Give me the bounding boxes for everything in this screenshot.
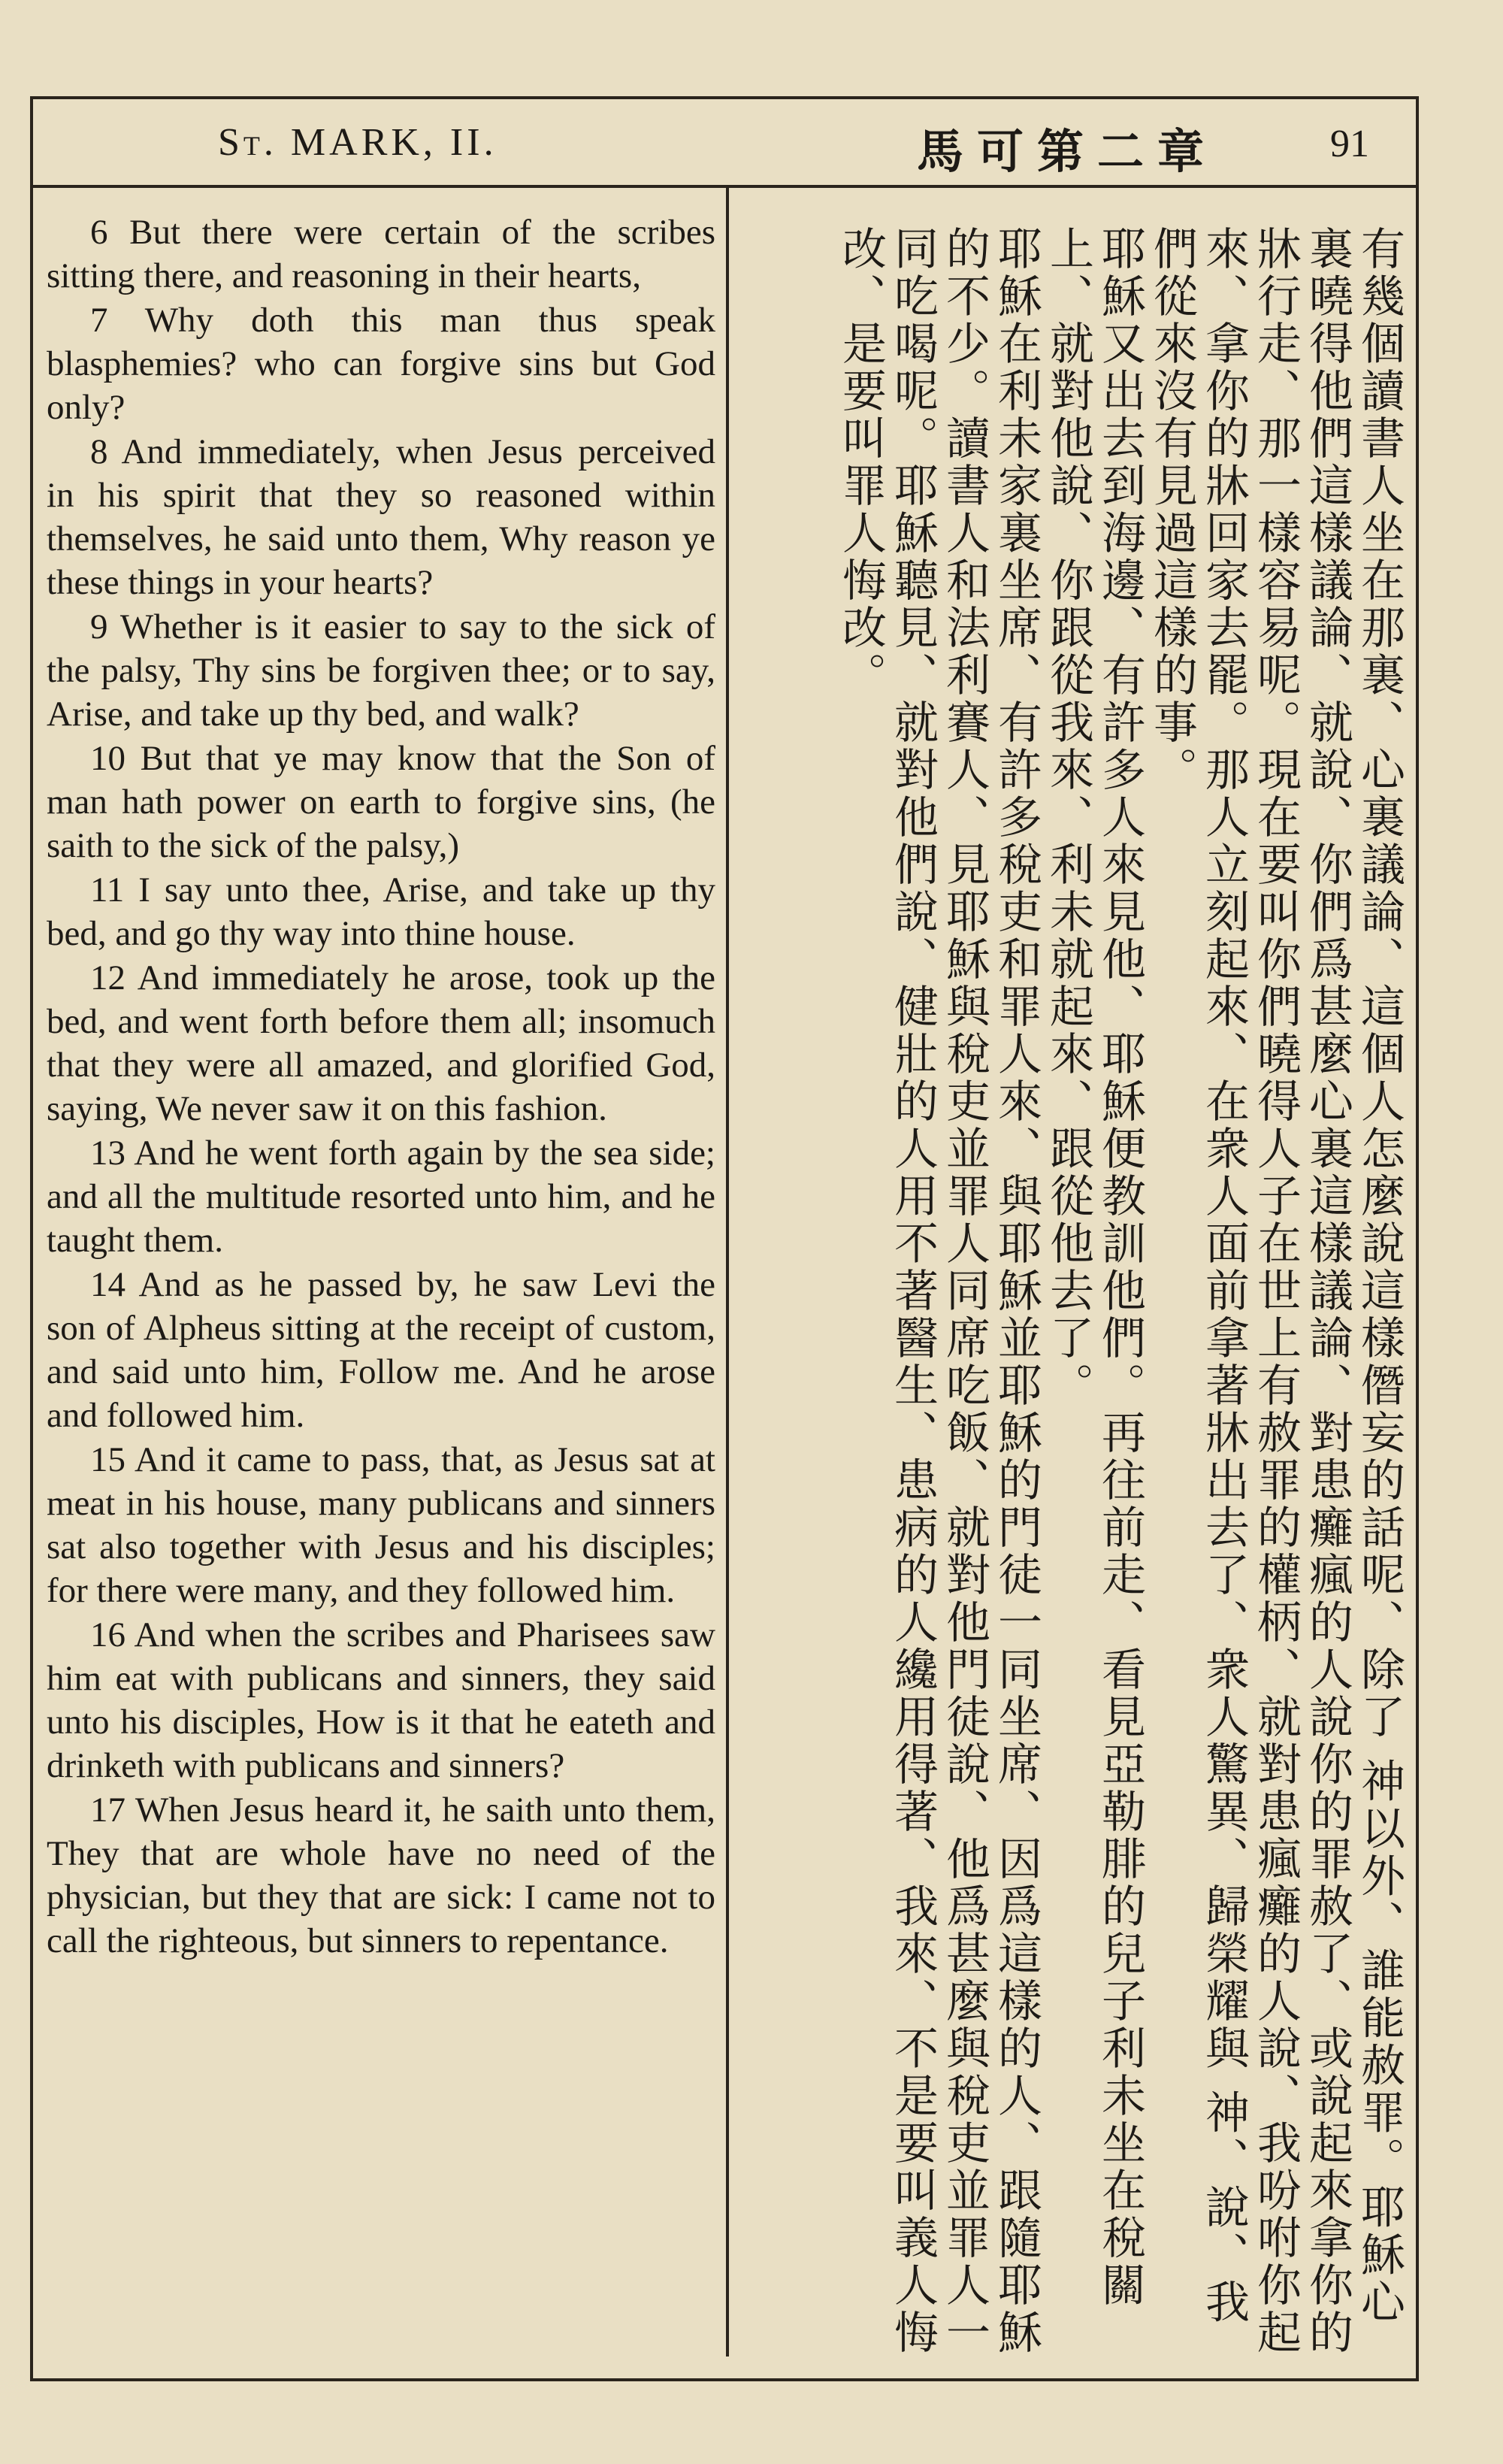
chinese-running-title: 馬可第二章 — [917, 124, 1218, 179]
chinese-column — [744, 226, 1405, 2357]
verse-15: 15 And it came to pass, that, as Jesus sat at meat in his house, many publicans and sinners sat also together with Jesus and his disciples; for there were many, and they followed him. — [47, 1440, 715, 1610]
verse-7: 7 Why doth this man thus speak blasphemies? who can forgive sins but God only? — [47, 301, 715, 427]
verse-13: 13 And he went forth again by the sea side; and all the multitude resorted unto him, and he taught them. — [47, 1134, 715, 1260]
verse-12: 12 And immediately he arose, took up the bed, and went forth before them all; insomuch that they were all amazed, and glorified God, saying, We never saw it on this fashion. — [47, 958, 715, 1128]
chinese-paragraph: 有幾個讀書人坐在那裏、心裏議論、這個人怎麼說這樣僭妄的話呢、除了 神以外、誰能赦罪。耶穌心裏曉得他們這樣議論、就說、你們爲甚麼心裏這樣議論、對患癱瘋的人說你的罪赦了、或說起來拿你的牀行走、那一樣容易呢。現在要叫你們曉得人子在世上有赦罪的權柄、就對患瘋癱的人說、我吩咐你起來、拿你的牀回家去罷。那人立刻起來、在衆人面前拿著牀出去了、衆人驚異、歸榮耀與 神、說、我們從來沒有見過這樣的事。 — [1146, 226, 1405, 2357]
verse-16: 16 And when the scribes and Pharisees saw him eat with publicans and sinners, they said unto his disciples, How is it that he eateth and drinketh with publicans and sinners? — [47, 1615, 715, 1785]
page-header — [30, 96, 1419, 188]
verse-9: 9 Whether is it easier to say to the sick of the palsy, Thy sins be forgiven thee; or to say, Arise, and take up thy bed, and walk? — [47, 607, 715, 734]
english-running-title: St. MARK, II. — [218, 121, 497, 164]
chinese-paragraph: 耶穌在利未家裏坐席、有許多稅吏和罪人來、與耶穌並耶穌的門徒一同坐席、因爲這樣的人、跟隨耶穌的不少。讀書人和法利賽人、見耶穌與稅吏並罪人同席吃飯、就對他門徒說、他爲甚麼與稅吏並罪人一同吃喝呢。耶穌聽見、就對他們說、健壯的人用不著醫生、患病的人纔用得著、我來、不是要叫義人悔改、是要叫罪人悔改。 — [835, 226, 1042, 2357]
verse-6: 6 But there were certain of the scribes sitting there, and reasoning in their hearts, — [47, 213, 715, 295]
english-column — [47, 210, 715, 1963]
verse-11: 11 I say unto thee, Arise, and take up thy bed, and go thy way into thine house. — [47, 870, 715, 953]
verse-14: 14 And as he passed by, he saw Levi the son of Alpheus sitting at the receipt of custom, and said unto him, Follow me. And he arose and followed him. — [47, 1265, 715, 1435]
verse-17: 17 When Jesus heard it, he saith unto them, They that are whole have no need of the physician, but they that are sick: I came not to call the righteous, but sinners to repentance. — [47, 1790, 715, 1960]
verse-10: 10 But that ye may know that the Son of man hath power on earth to forgive sins, (he saith to the sick of the palsy,) — [47, 739, 715, 865]
column-divider — [726, 188, 729, 2357]
bottom-rule — [30, 2378, 1419, 2381]
page-number: 91 — [1330, 123, 1369, 165]
verse-8: 8 And immediately, when Jesus perceived in his spirit that they so reasoned within themselves, he said unto them, Why reason ye these things in your hearts? — [47, 432, 715, 602]
chinese-paragraph: 耶穌又出去到海邊、有許多人來見他、耶穌便教訓他們。再往前走、看見亞勒腓的兒子利未坐在稅關上、就對他說、你跟從我來、利未就起來、跟從他去了。 — [1042, 226, 1146, 2309]
